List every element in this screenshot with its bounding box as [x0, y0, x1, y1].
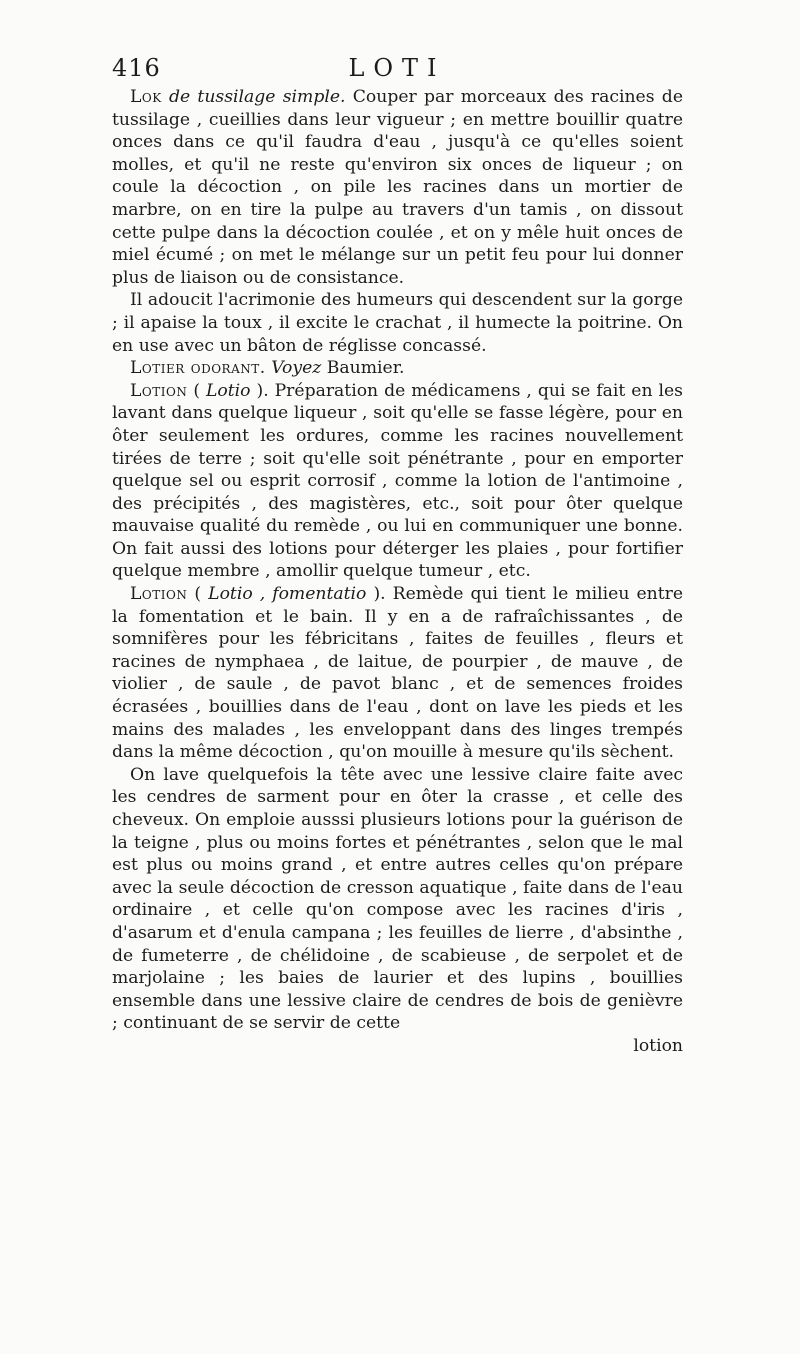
entry-term: Lok	[130, 87, 162, 107]
paragraph-text: Couper par morceaux des racines de tussilage , cueillies dans leur vigueur ; en mettre bouillir quatre onces dans ce qu'il faudra d'eau , jusqu'à ce qu'elles soient molles, et qu'il ne reste qu'environ six onces de liqueur ; on coule la décoction , on pile les racines dans un mortier de marbre, on en tire la pulpe au travers d'un tamis , on dissout cette pulpe dans la décoction coulée , et on y mêle huit onces de miel écumé ; on met le mélange sur un petit feu pour lui donner plus de liaison ou de consistance.	[112, 87, 683, 288]
running-title: LOTI	[348, 54, 446, 82]
paragraph-text: Baumier.	[326, 358, 405, 379]
entry-latin: Lotio , fomentatio	[208, 584, 367, 605]
catchword: lotion	[633, 1035, 683, 1056]
cross-reference-label: Voyez	[271, 358, 322, 379]
entry-subtitle: de tussilage simple.	[168, 87, 346, 107]
paragraph-adoucit	[112, 289, 683, 357]
paragraph-text: Il adoucit l'acrimonie des humeurs qui descendent sur la gorge ; il apaise la toux , il excite le crachat , il humecte la poitrine. On en use avec un bâton de réglisse concassé.	[112, 290, 683, 356]
paragraph-lotier-odorant	[112, 357, 683, 380]
paragraph-lok-tussilage	[112, 86, 683, 289]
entry-term: Lotion	[130, 380, 188, 401]
entry-term: Lotion	[130, 584, 188, 605]
paragraph-text: On lave quelquefois la tête avec une lessive claire faite avec les cendres de sarment pour en ôter la crasse , et celle des cheveux. On emploie ausssi plusieurs lotions pour la guérison de la teigne , plus ou moins fortes et pénétrantes , selon que le mal est plus ou moins grand , et entre autres celles qu'on prépare avec la seule décoction de cresson aquatique , faite dans de l'eau ordinaire , et celle qu'on compose avec les racines d'iris , d'asarum et d'enula campana ; les feuilles de lierre , d'absinthe , de fumeterre , de chélidoine , de scabieuse , de serpolet et de marjolaine ; les baies de laurier et des lupins , bouillies ensemble dans une lessive claire de cendres de bois de genièvre ; continuant de se servir de cette	[112, 764, 683, 1034]
paragraph-text: ). Remède qui tient le milieu entre la fomentation et le bain. Il y en a de rafraîchissantes , de somnifères pour les fébricitans , faites de feuilles , fleurs et racines de nymphaea , de laitue, de pourpier , de mauve , de violier , de saule , de pavot blanc , et de semences froides écrasées , bouillies dans de l'eau , dont on lave les pieds et les mains des malades , les enveloppant dans des linges trempés dans la même décoction , qu'on mouille à mesure qu'ils sèchent.	[112, 584, 683, 763]
paragraph-on-lave	[112, 764, 683, 1035]
paren-open: (	[194, 584, 202, 605]
body-text	[112, 86, 683, 1058]
entry-term: Lotier odorant.	[130, 358, 266, 379]
paragraph-text: ). Préparation de médicamens , qui se fait en les lavant dans quelque liqueur , soit qu'elle se fasse légère, pour en ôter seulement les ordures, comme les racines nouvellement tirées de terre ; soit qu'elle soit pénétrante , pour en emporter quelque sel ou esprit corrosif , comme la lotion de l'antimoine , des précipités , des magistères, etc., soit pour ôter quelque mauvaise qualité du remède , ou lui en communiquer une bonne. On fait aussi des lotions pour déterger les plaies , pour fortifier quelque membre , amollir quelque tumeur , etc.	[112, 380, 683, 582]
paragraph-lotion-lotio	[112, 380, 683, 583]
catchword-line	[112, 1035, 683, 1058]
page-number: 416	[112, 54, 161, 82]
paren-open: (	[193, 380, 201, 401]
entry-latin: Lotio	[206, 380, 251, 401]
running-head	[112, 54, 682, 90]
paragraph-lotion-fomentatio	[112, 583, 683, 764]
